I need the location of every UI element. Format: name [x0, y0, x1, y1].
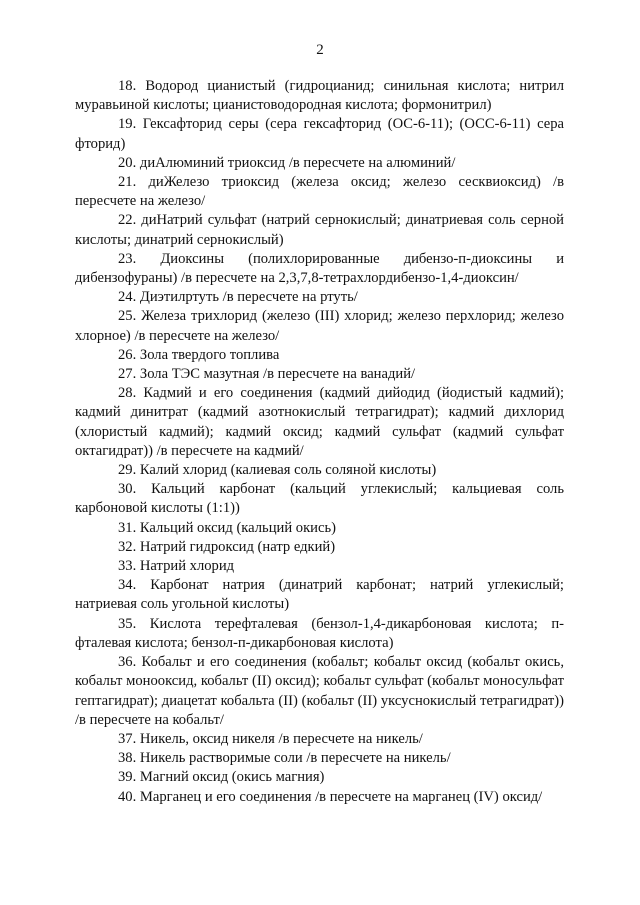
list-item-19: 19. Гексафторид серы (сера гексафторид (ОС-6-11); (ОСС-6-11) сера фторид) — [75, 116, 564, 152]
list-item-21: 21. диЖелезо триоксид (железа оксид; железо сесквиоксид) /в пересчете на железо/ — [75, 174, 564, 210]
list-item-22: 22. диНатрий сульфат (натрий сернокислый; динатриевая соль серной кислоты; динатрий сернокислый) — [75, 212, 564, 248]
list-item-34: 34. Карбонат натрия (динатрий карбонат; натрий углекислый; натриевая соль угольной кислоты) — [75, 577, 564, 613]
list-item-28: 28. Кадмий и его соединения (кадмий дийодид (йодистый кадмий); кадмий динитрат (кадмий азотнокислый тетрагидрат); кадмий дихлорид (хлористый кадмий); кадмий оксид; кадмий сульфат (кадмий сульфат октагидрат)) /в пересчете на кадмий/ — [75, 385, 564, 459]
list-item-24: 24. Диэтилртуть /в пересчете на ртуть/ — [118, 289, 358, 306]
list-item-37: 37. Никель, оксид никеля /в пересчете на никель/ — [118, 730, 423, 747]
list-item-33: 33. Натрий хлорид — [118, 558, 235, 575]
list-item-35: 35. Кислота терефталевая (бензол-1,4-дикарбоновая кислота; п-фталевая кислота; бензол-п-дикарбоновая кислота) — [75, 615, 564, 651]
list-item-27: 27. Зола ТЭС мазутная /в пересчете на ванадий/ — [118, 366, 416, 383]
substance-list — [75, 77, 564, 807]
list-item-36: 36. Кобальт и его соединения (кобальт; кобальт оксид (кобальт окись, кобальт монооксид, кобальт (II) оксид); кобальт сульфат (кобальт моносульфат гептагидрат); диацетат кобальта (II) (кобальт (II) уксуснокислый тетрагидрат)) /в пересчете на кобальт/ — [75, 654, 564, 728]
list-item-38: 38. Никель растворимые соли /в пересчете на никель/ — [118, 750, 451, 767]
list-item-25: 25. Железа трихлорид (железо (III) хлорид; железо перхлорид; железо хлорное) /в пересчете на железо/ — [75, 308, 564, 344]
list-item-39: 39. Магний оксид (окись магния) — [118, 769, 325, 786]
list-item-32: 32. Натрий гидроксид (натр едкий) — [118, 538, 336, 555]
list-item-40: 40. Марганец и его соединения /в пересчете на марганец (IV) оксид/ — [118, 788, 543, 805]
list-item-31: 31. Кальций оксид (кальций окись) — [118, 519, 336, 536]
list-item-23: 23. Диоксины (полихлорированные дибензо-п-диоксины и дибензофураны) /в пересчете на 2,3,7,8-тетрахлордибензо-1,4-диоксин/ — [75, 250, 564, 287]
list-item-30: 30. Кальций карбонат (кальций углекислый; кальциевая соль карбоновой кислоты (1:1)) — [75, 481, 564, 517]
page-number: 2 — [316, 42, 324, 58]
list-item-26: 26. Зола твердого топлива — [118, 346, 280, 363]
list-item-20: 20. диАлюминий триоксид /в пересчете на алюминий/ — [118, 154, 456, 171]
list-item-29: 29. Калий хлорид (калиевая соль соляной кислоты) — [118, 462, 437, 479]
list-item-18: 18. Водород цианистый (гидроцианид; синильная кислота; нитрил муравьиной кислоты; цианистоводородная кислота; формонитрил) — [75, 78, 564, 114]
